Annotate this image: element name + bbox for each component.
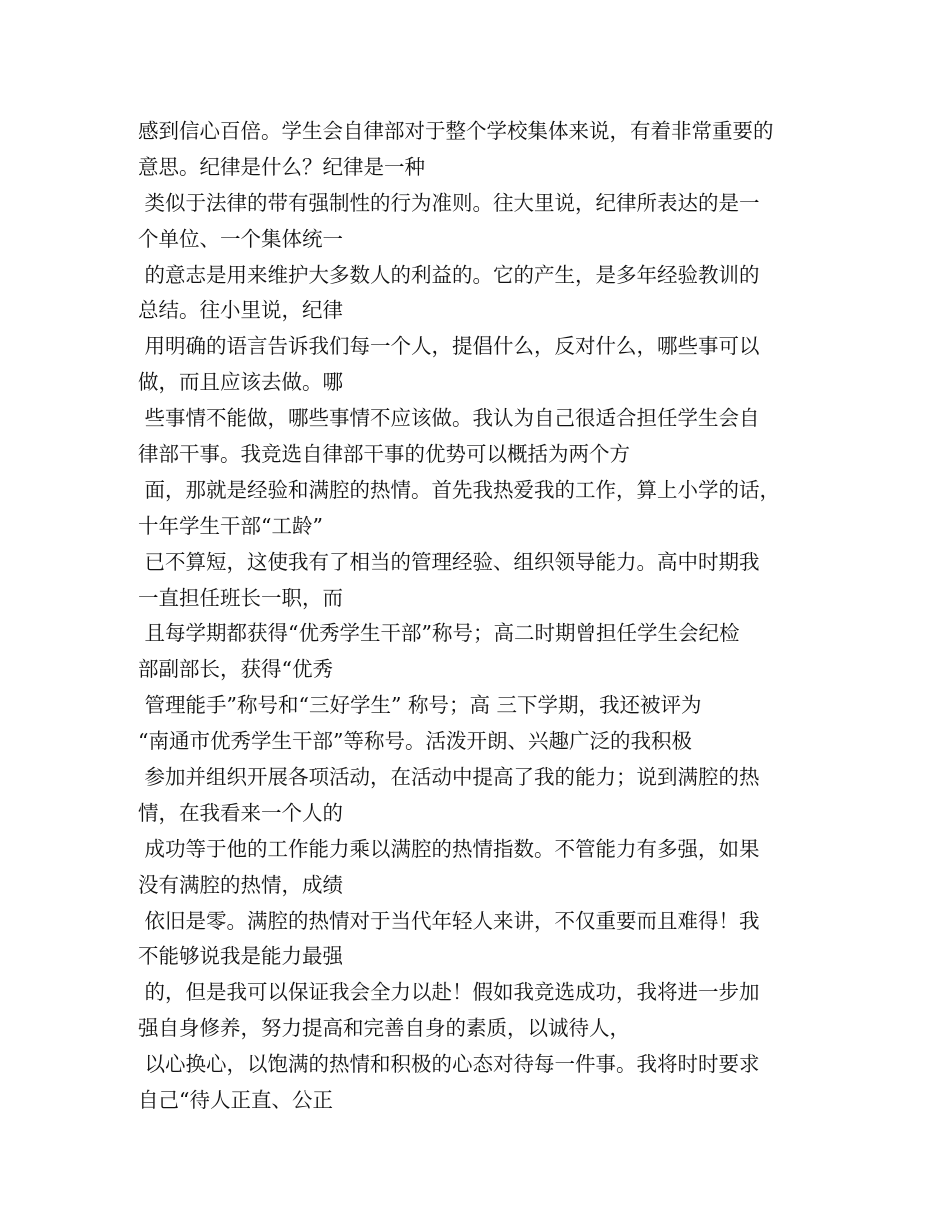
text-line: 用明确的语言告诉我们每一个人，提倡什么，反对什么，哪些事可以 [138,334,760,359]
text-line: 成功等于他的工作能力乘以满腔的热情指数。不管能力有多强，如果 [138,836,760,861]
text-line: 些事情不能做，哪些事情不应该做。我认为自己很适合担任学生会自 [138,406,760,431]
text-line: 感到信心百倍。学生会自律部对于整个学校集体来说，有着非常重要的 [138,119,774,143]
text-line: 以心换心，以饱满的热情和积极的心态对待每一件事。我将时时要求 [138,1052,760,1077]
text-line: 情，在我看来一个人的 [138,800,343,825]
text-line: 个单位、一个集体统一 [138,226,343,251]
text-line: 律部干事。我竞选自律部干事的优势可以概括为两个方 [138,442,630,467]
text-line: 类似于法律的带有强制性的行为准则。往大里说，纪律所表达的是一 [138,190,760,215]
text-line: 意思。纪律是什么？纪律是一种 [138,154,425,179]
text-line: “南通市优秀学生干部”等称号。活泼开朗、兴趣广泛的我积极 [138,729,692,754]
text-line: 面，那就是经验和满腔的热情。首先我热爱我的工作，算上小学的话， [138,477,781,502]
text-line: 十年学生干部“工龄” [138,513,323,538]
text-line: 没有满腔的热情，成绩 [138,872,343,897]
text-line: 且每学期都获得“优秀学生干部”称号；高二时期曾担任学生会纪检 [138,621,740,646]
text-line: 一直担任班长一职，而 [138,585,343,610]
text-line: 部副部长，获得“优秀 [138,657,333,682]
text-line: 已不算短，这使我有了相当的管理经验、组织领导能力。高中时期我 [138,549,760,574]
text-line: 不能够说我是能力最强 [138,944,343,969]
text-line: 管理能手”称号和“三好学生” 称号；高 三下学期，我还被评为 [138,693,702,718]
text-line: 自己“待人正直、公正 [138,1088,333,1113]
document-body [138,114,828,1119]
text-line: 的意志是用来维护大多数人的利益的。它的产生，是多年经验教训的 [138,262,760,287]
text-line: 总结。往小里说，纪律 [138,298,343,323]
text-line: 的，但是我可以保证我会全力以赴！假如我竞选成功，我将进一步加 [138,980,760,1005]
text-line: 强自身修养，努力提高和完善自身的素质，以诚待人， [138,1016,630,1041]
text-line: 依旧是零。满腔的热情对于当代年轻人来讲，不仅重要而且难得！我 [138,908,760,933]
text-line: 参加并组织开展各项活动，在活动中提高了我的能力；说到满腔的热 [138,765,760,790]
text-line: 做，而且应该去做。哪 [138,370,343,395]
